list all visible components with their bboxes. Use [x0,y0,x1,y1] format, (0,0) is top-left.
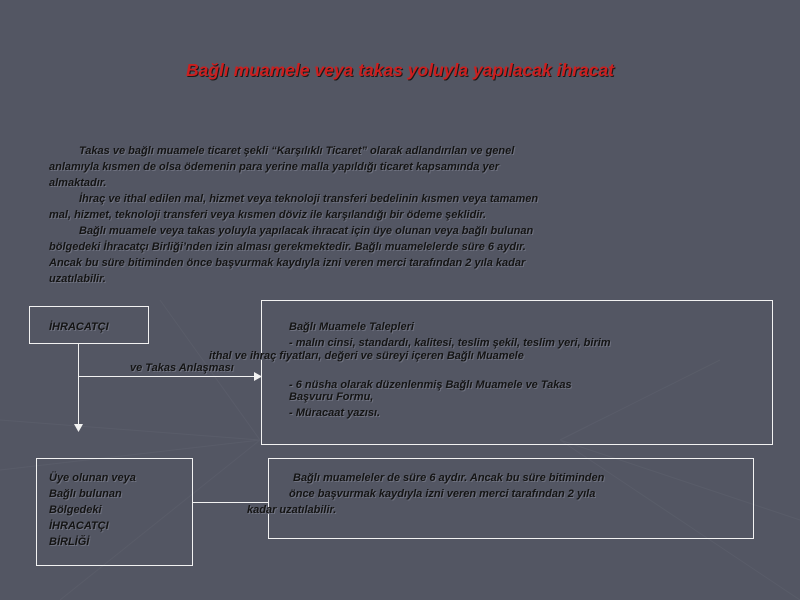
birlik-label-line: İHRACATÇI [49,520,109,532]
ihracatci-label: İHRACATÇI [49,321,109,333]
paragraph-line: Bağlı muamele veya takas yoluyla yapılacak ihracat için üye olunan veya bağlı bulunan [79,225,534,237]
paragraph-line: almaktadır. [49,177,107,189]
slide-title: Bağlı muamele veya takas yoluyla yapılacak ihracat [185,60,614,80]
duration-note-line: kadar uzatılabilir. [247,504,337,516]
paragraph-line: uzatılabilir. [49,273,106,285]
paragraph-line: mal, hizmet, teknoloji transferi veya kısmen döviz ile karşılandığı bir ödeme şeklidir. [49,209,487,221]
requirement-item: Başvuru Formu, [289,391,374,403]
birlik-label-line: BİRLİĞİ [49,536,90,548]
paragraph-line: bölgedeki İhracatçı Birliği’nden izin alması gerekmektedir. Bağlı muamelelerde süre 6 aydır. [49,241,526,253]
requirement-item: ve Takas Anlaşması [130,362,234,374]
paragraph-line: Ancak bu süre bitiminden önce başvurmak kaydıyla izni veren merci tarafından 2 yıla kadar [49,257,526,269]
requirements-heading: Bağlı Muamele Talepleri [289,321,414,333]
arrow-down-icon [74,424,83,432]
requirement-item: - 6 nüsha olarak düzenlenmiş Bağlı Muamele ve Takas [289,379,572,391]
paragraph-line: Takas ve bağlı muamele ticaret şekli “Karşılıklı Ticaret” olarak adlandırılan ve genel [79,145,515,157]
paragraph-line: İhraç ve ithal edilen mal, hizmet veya teknoloji transferi bedelinin kısmen veya tamamen [79,193,539,205]
requirement-item: - malın cinsi, standardı, kalitesi, teslim şekil, teslim yeri, birim [289,337,611,349]
arrow-right-icon [254,372,262,381]
birlik-label-line: Bölgedeki [49,504,102,516]
intro-paragraph [49,143,649,287]
birlik-label-line: Bağlı bulunan [49,488,122,500]
birlik-label-line: Üye olunan veya [49,472,136,484]
duration-note-line: Bağlı muameleler de süre 6 aydır. Ancak bu süre bitiminden [293,472,605,484]
requirement-item: - Müracaat yazısı. [289,407,381,419]
duration-note-line: önce başvurmak kaydıyla izni veren merci tarafından 2 yıla [289,488,596,500]
connector-vertical [78,344,79,426]
requirement-item: ithal ve ihraç fiyatları, değeri ve süreyi içeren Bağlı Muamele [209,350,524,362]
connector-horizontal [78,376,256,377]
paragraph-line: anlamıyla kısmen de olsa ödemenin para yerine malla yapıldığı ticaret kapsamında yer [49,161,499,173]
